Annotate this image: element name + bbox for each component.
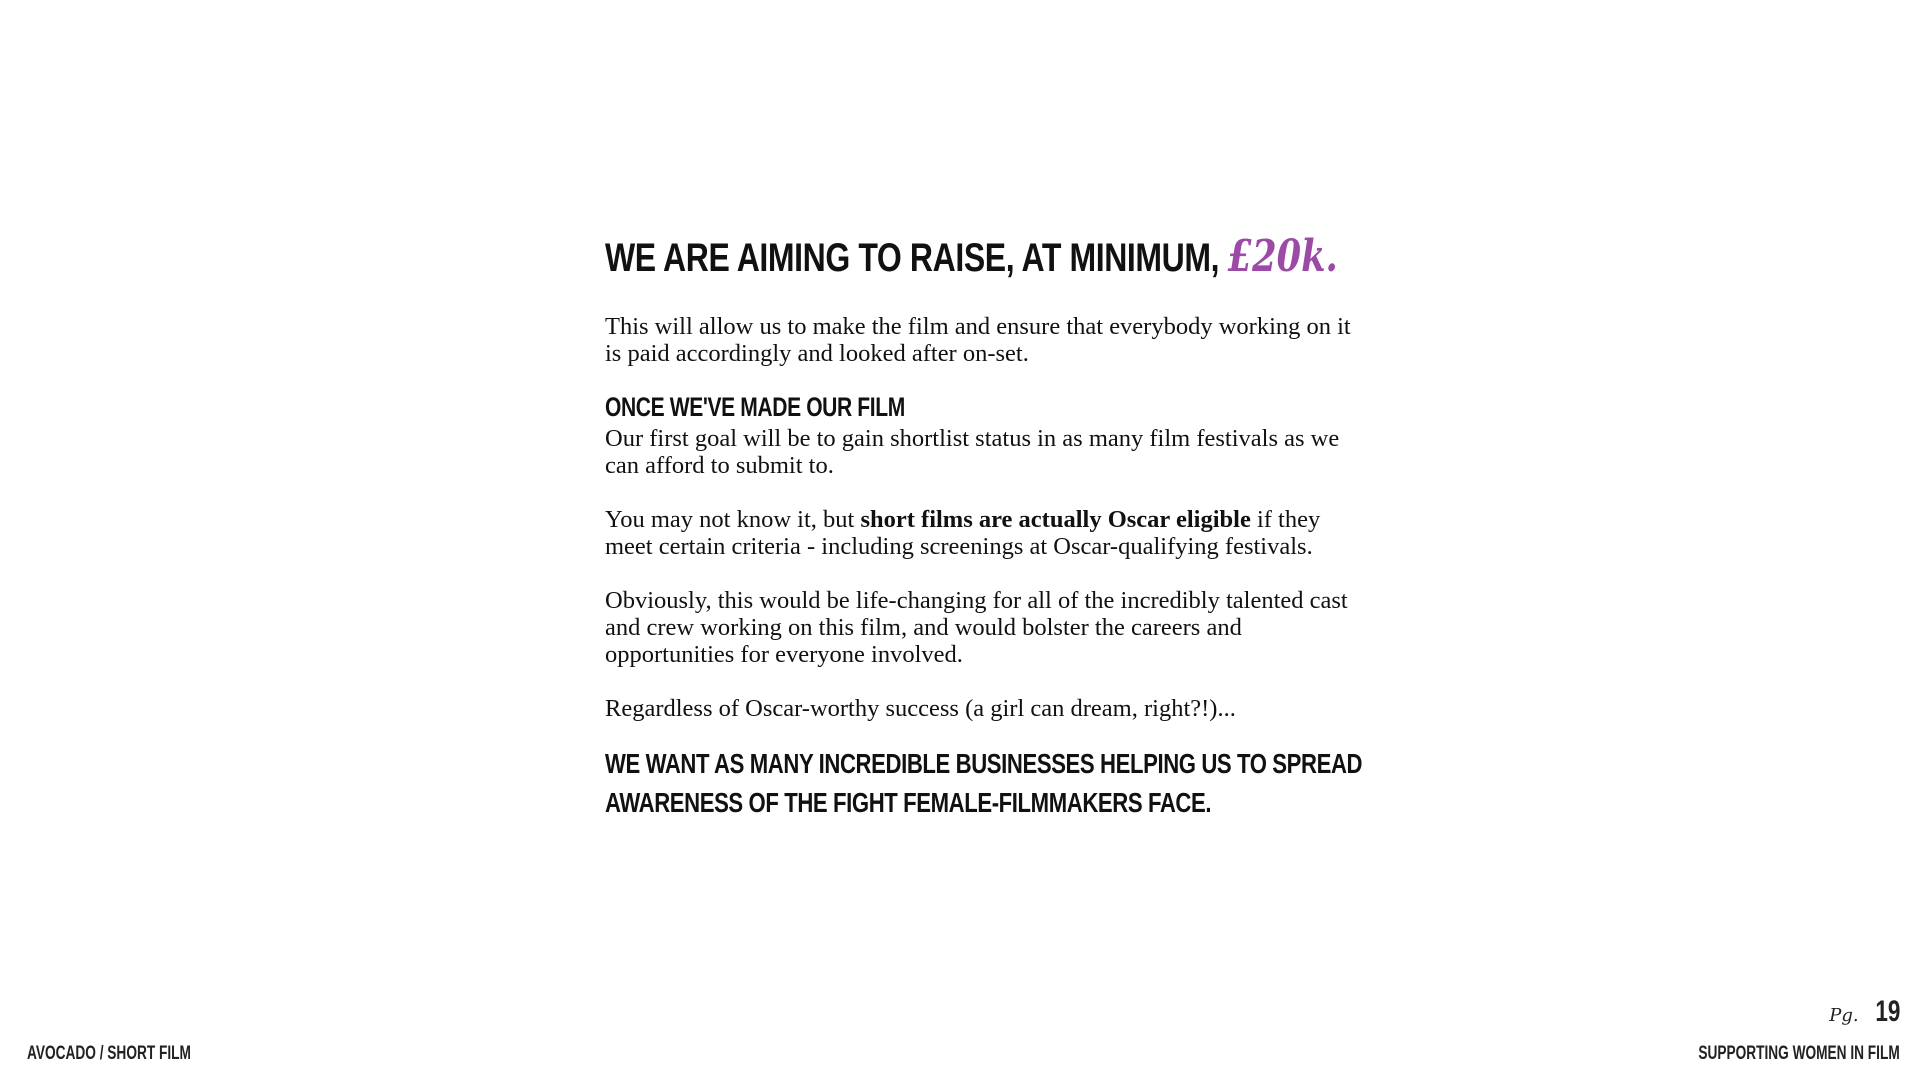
headline-prefix: WE ARE AIMING TO RAISE, AT MINIMUM, xyxy=(605,236,1220,280)
oscar-text-bold: short films are actually Oscar eligible xyxy=(860,506,1251,533)
page-number xyxy=(1829,995,1900,1029)
footer-project-title: AVOCADO / SHORT FILM xyxy=(27,1043,191,1064)
impact-paragraph: Obviously, this would be life-changing for all of the incredibly talented cast and crew working on this film, and would bolster the careers and opportunities for everyone involved. xyxy=(605,587,1348,668)
oscar-text-before: You may not know it, but xyxy=(605,506,861,533)
regardless-paragraph: Regardless of Oscar-worthy success (a girl can dream, right?!)... xyxy=(605,695,1236,722)
page-prefix: Pg. xyxy=(1829,1005,1859,1026)
closing-line-2: AWARENESS OF THE FIGHT FEMALE-FILMMAKERS FACE. xyxy=(605,787,1212,818)
closing-statement xyxy=(605,744,1363,822)
subheading: ONCE WE'VE MADE OUR FILM xyxy=(605,392,905,422)
headline xyxy=(605,228,1338,287)
headline-amount: £20k. xyxy=(1227,231,1338,282)
intro-paragraph: This will allow us to make the film and ensure that everybody working on it is paid accordingly and looked after on-set. xyxy=(605,313,1351,367)
goal-paragraph: Our first goal will be to gain shortlist status in as many film festivals as we can afford to submit to. xyxy=(605,425,1340,479)
page-number-value: 19 xyxy=(1874,995,1900,1028)
oscar-paragraph xyxy=(605,506,1365,560)
footer-tagline: SUPPORTING WOMEN IN FILM xyxy=(1698,1043,1900,1064)
closing-line-1: WE WANT AS MANY INCREDIBLE BUSINESSES HELPING US TO SPREAD xyxy=(605,748,1363,779)
main-content xyxy=(605,228,1365,822)
oscar-text-after: if they meet certain criteria - including screenings at Oscar-qualifying festivals. xyxy=(605,506,1321,560)
